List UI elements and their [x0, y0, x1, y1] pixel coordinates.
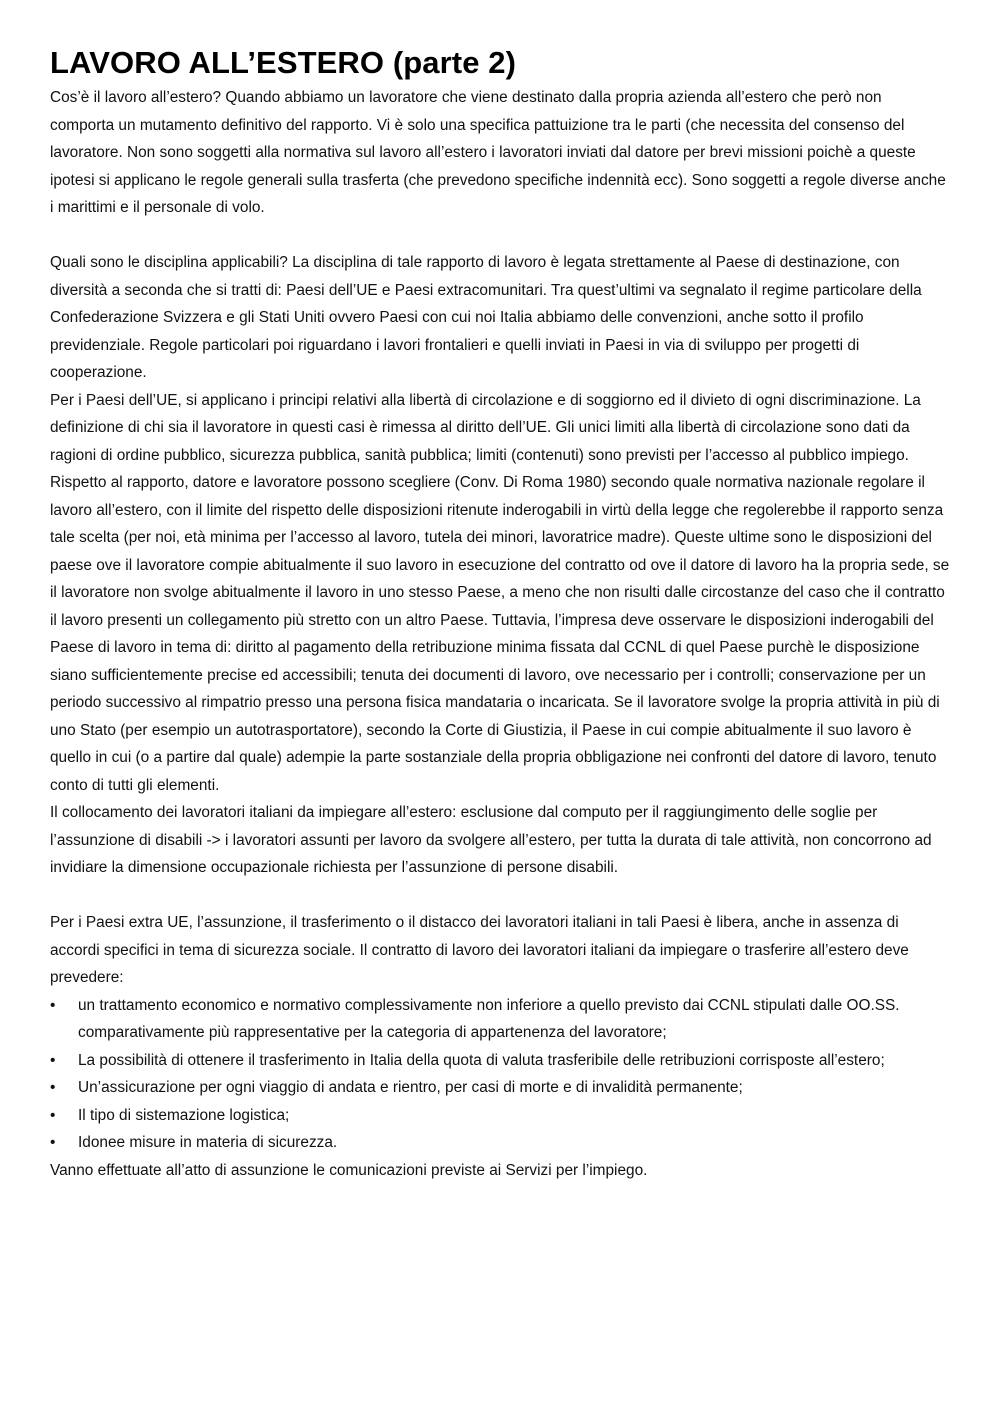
- list-item: [50, 1047, 950, 1075]
- paragraph-non-eu-countries: Per i Paesi extra UE, l’assunzione, il trasferimento o il distacco dei lavoratori italiani in tali Paesi è libera, anche in assenza di accordi specifici in tema di sicurezza sociale. Il contratto di lavoro dei lavoratori italiani da impiegare o trasferire all’estero deve prevedere:: [50, 914, 909, 986]
- paragraph-eu-countries: Per i Paesi dell’UE, si applicano i principi relativi alla libertà di circolazione e di soggiorno ed il divieto di ogni discriminazione. La definizione di chi sia il lavoratore in questi casi è rimessa al diritto dell’UE. Gli unici limiti alla libertà di circolazione sono dati da ragioni di ordine pubblico, sicurezza pubblica, sanità pubblica; limiti (contenuti) sono previsti per l’accesso al pubblico impiego. Rispetto al rapporto, datore e lavoratore possono scegliere (Conv. Di Roma 1980) secondo quale normativa nazionale regolare il lavoro all’estero, con il limite del rispetto delle disposizioni ritenute inderogabili in virtù della legge che regolerebbe il rapporto senza tale scelta (per noi, età minima per l’accesso al lavoro, tutela dei minori, lavoratrice madre). Queste ultime sono le disposizioni del paese ove il lavoratore compie abitualmente il suo lavoro in esecuzione del contratto od ove il datore di lavoro ha la propria sede, se il lavoratore non svolge abitualmente il lavoro in uno stesso Paese, a meno che non risulti dalle circostanze del caso che il contratto il lavoro presenti un collegamento più stretto con un altro Paese. Tuttavia, l’impresa deve osservare le disposizioni inderogabili del Paese di lavoro in tema di: diritto al pagamento della retribuzione minima fissata dal CCNL di quel Paese purchè le disposizione siano sufficientemente precise ed accessibili; tenuta dei documenti di lavoro, ove necessario per i controlli; conservazione per un periodo successivo al rimpatrio presso una persona fisica mandataria o incaricata. Se il lavoratore svolge la propria attività in più di uno Stato (per esempio un autotrasportatore), secondo la Corte di Giustizia, il Paese in cui compie abitualmente il suo lavoro è quello in cui (o a partire dal quale) adempie la parte sostanziale della propria obbligazione nei confronti del datore di lavoro, tenuto conto di tutti gli elementi.: [50, 391, 950, 794]
- bullet-icon: •: [50, 1051, 56, 1069]
- bullet-icon: •: [50, 1079, 56, 1096]
- paragraph-spacer: [50, 222, 950, 250]
- list-item: [50, 1129, 950, 1157]
- paragraph-closing: Vanno effettuate all’atto di assunzione le comunicazioni previste ai Servizi per l’impiego.: [50, 1161, 648, 1179]
- list-item-text: un trattamento economico e normativo complessivamente non inferiore a quello previsto dai CCNL stipulati dalle OO.SS. comparativamente più rappresentative per la categoria di appartenenza del lavoratore;: [78, 996, 900, 1041]
- list-item-text: Idonee misure in materia di sicurezza.: [78, 1134, 338, 1151]
- paragraph-spacer: [50, 882, 950, 910]
- bullet-icon: •: [50, 996, 56, 1014]
- paragraph-applicable-rules: Quali sono le disciplina applicabili? La disciplina di tale rapporto di lavoro è legata strettamente al Paese di destinazione, con diversità a seconda che si tratti di: Paesi dell’UE e Paesi extracomunitari. Tra quest’ultimi va segnalato il regime particolare della Confederazione Svizzera e gli Stati Uniti ovvero Paesi con cui noi Italia abbiamo delle convenzioni, anche sotto il profilo previdenziale. Regole particolari poi riguardano i lavori frontalieri e quelli inviati in Paesi in via di sviluppo per progetti di cooperazione.: [50, 254, 922, 381]
- paragraph-placement: Il collocamento dei lavoratori italiani da impiegare all’estero: esclusione dal computo per il raggiungimento delle soglie per l’assunzione di disabili -> i lavoratori assunti per lavoro da svolgere all’estero, per tutta la durata di tale attività, non concorrono ad invidiare la dimensione occupazionale richiesta per l’assunzione di persone disabili.: [50, 804, 932, 876]
- list-item-text: Un’assicurazione per ogni viaggio di andata e rientro, per casi di morte e di invalidità permanente;: [78, 1079, 743, 1096]
- list-item: [50, 992, 950, 1047]
- list-item-text: Il tipo di sistemazione logistica;: [78, 1106, 290, 1124]
- list-item-text: La possibilità di ottenere il trasferimento in Italia della quota di valuta trasferibile delle retribuzioni corrisposte all’estero;: [78, 1051, 885, 1069]
- paragraph-definition: Cos’è il lavoro all’estero? Quando abbiamo un lavoratore che viene destinato dalla propria azienda all’estero che però non comporta un mutamento definitivo del rapporto. Vi è solo una specifica pattuizione tra le parti (che necessita del consenso del lavoratore. Non sono soggetti alla normativa sul lavoro all’estero i lavoratori inviati dal datore per brevi missioni poichè a queste ipotesi si applicano le regole generali sulla trasferta (che prevedono specifiche indennità ecc). Sono soggetti a regole diverse anche i marittimi e il personale di volo.: [50, 89, 946, 216]
- bullet-icon: •: [50, 1134, 56, 1151]
- requirements-list: [50, 992, 950, 1157]
- list-item: [50, 1102, 950, 1130]
- document-title: LAVORO ALL’ESTERO (parte 2): [50, 45, 517, 80]
- document-page: [50, 42, 950, 1184]
- bullet-icon: •: [50, 1106, 56, 1124]
- list-item: [50, 1074, 950, 1102]
